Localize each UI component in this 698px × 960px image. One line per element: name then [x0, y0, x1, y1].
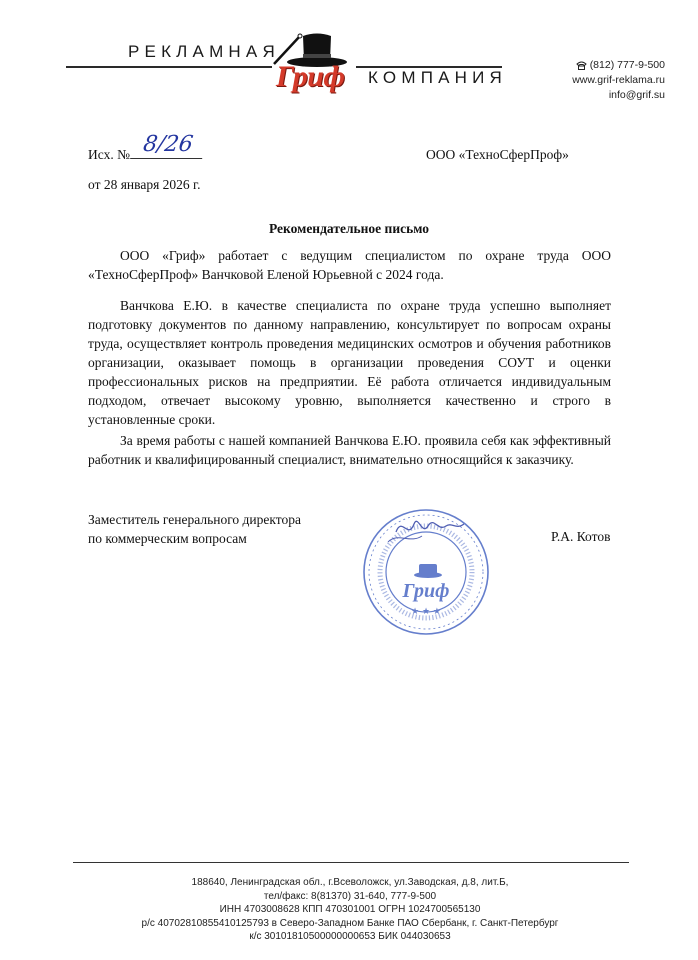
paragraph-3: За время работы с нашей компанией Ванчкова Е.Ю. проявила себя как эффективный работник и квалифицированный специалист, внимательно относящийся к заказчику. — [88, 433, 611, 467]
reference-label: Исх. № — [88, 147, 130, 162]
footer-ids: ИНН 4703008628 КПП 470301001 ОГРН 1024700565130 — [219, 904, 481, 916]
stamp-logo-text: Гриф — [402, 580, 450, 602]
brand-top-rule — [66, 66, 272, 68]
footer-phone-fax: тел/факс: 8(81370) 31-640, 777-9-500 — [263, 890, 437, 902]
footer-account: р/с 40702810855410125793 в Северо-Западном Банке ПАО Сбербанк, г. Санкт-Петербург — [141, 917, 559, 929]
company-stamp-icon — [358, 502, 494, 638]
contacts-block — [572, 58, 665, 103]
signatory-name: Р.А. Котов — [551, 529, 611, 544]
footer-address: 188640, Ленинградская обл., г.Всеволожск, ул.Заводская, д.8, лит.Б, — [191, 877, 509, 888]
contact-email[interactable]: info@grif.su — [608, 89, 665, 101]
reference-number: 8/26 — [130, 132, 206, 159]
document-title: Рекомендательное письмо — [268, 221, 430, 236]
contact-website[interactable]: www.grif-reklama.ru — [572, 74, 665, 86]
recipient: ООО «ТехноСферПроф» — [426, 147, 569, 162]
letter-date: от 28 января 2026 г. — [88, 177, 201, 192]
brand-bottom-word: КОМПАНИЯ — [368, 68, 508, 87]
signatory-position — [88, 510, 301, 548]
footer-requisites — [100, 876, 600, 944]
signatory-position-line-1: Заместитель генерального директора — [88, 512, 301, 527]
footer-corr-account: к/с 30101810500000000653 БИК 044030653 — [249, 931, 451, 943]
phone-icon — [576, 61, 587, 70]
contact-phone: (812) 777-9-500 — [589, 59, 665, 71]
paragraph-2: Ванчкова Е.Ю. в качестве специалиста по охране труда успешно выполняет подготовку документов по данному направлению, консультирует по вопросам охраны труда, осуществляет контроль проведения медицинских осмотров и обучения работников организации, оказывает помощь в организации проведения СОУТ и оценки профессиональных рисков на предприятии. Её работа отличается индивидуальным подходом, отвечает высокому уровню, выполняется качественно и строго в установленные сроки. — [88, 298, 611, 427]
footer-divider — [73, 862, 629, 863]
paragraph-1: ООО «Гриф» работает с ведущим специалистом по охране труда ООО «ТехноСферПроф» Ванчковой Еленой Юрьевной с 2024 года. — [88, 248, 611, 282]
brand-top-word: РЕКЛАМНАЯ — [128, 42, 280, 61]
svg-text:★ ★ ★: ★ ★ ★ — [411, 607, 441, 617]
brand-logo-wordmark: Гриф — [276, 60, 345, 93]
signatory-position-line-2: по коммерческим вопросам — [88, 531, 247, 546]
